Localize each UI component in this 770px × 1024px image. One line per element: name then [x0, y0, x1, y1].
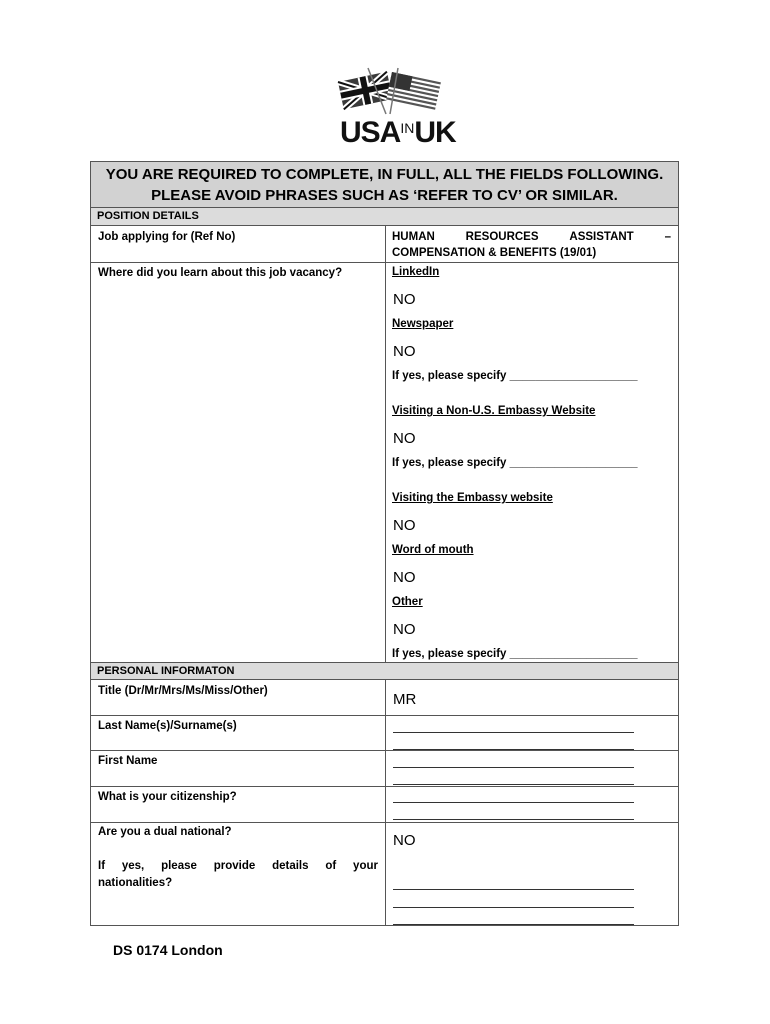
job-ref-label: Job applying for (Ref No) [98, 231, 236, 243]
dual-national-answer[interactable]: NO [393, 832, 416, 849]
section-personal-information: PERSONAL INFORMATON [91, 662, 678, 680]
row-divider [91, 822, 678, 823]
newspaper-label: Newspaper [392, 318, 454, 330]
word-of-mouth-label: Word of mouth [392, 544, 474, 556]
linkedin-label: LinkedIn [392, 266, 440, 278]
linkedin-answer[interactable]: NO [393, 291, 416, 308]
section-position-details: POSITION DETAILS [91, 208, 678, 226]
first-name-line[interactable] [393, 784, 634, 785]
job-ref-value[interactable] [392, 229, 671, 261]
first-name-line[interactable] [393, 767, 634, 768]
form-code: DS 0174 London [113, 942, 223, 958]
title-answer[interactable]: MR [393, 691, 417, 708]
application-form [90, 161, 679, 926]
newspaper-specify[interactable]: If yes, please specify ____________________ [392, 370, 638, 382]
dual-details-line[interactable] [393, 889, 634, 890]
other-label: Other [392, 596, 423, 608]
title-label: Title (Dr/Mr/Mrs/Ms/Miss/Other) [98, 685, 268, 697]
embassy-website-label: Visiting the Embassy website [392, 492, 553, 504]
dual-details-line[interactable] [393, 924, 634, 925]
row-divider [91, 750, 678, 751]
citizenship-label: What is your citizenship? [98, 791, 237, 803]
non-us-embassy-answer[interactable]: NO [393, 430, 416, 447]
newspaper-answer[interactable]: NO [393, 343, 416, 360]
citizenship-line[interactable] [393, 819, 634, 820]
other-answer[interactable]: NO [393, 621, 416, 638]
embassy-website-answer[interactable]: NO [393, 517, 416, 534]
row-divider [91, 262, 678, 263]
column-divider [385, 226, 386, 662]
row-divider [91, 786, 678, 787]
non-us-embassy-label: Visiting a Non-U.S. Embassy Website [392, 405, 596, 417]
job-ref-word: – [664, 231, 671, 243]
usa-in-uk-logo [330, 66, 456, 152]
column-divider [385, 680, 386, 925]
dual-national-label: Are you a dual national? [98, 826, 232, 838]
job-ref-word: HUMAN [392, 231, 435, 243]
word-of-mouth-answer[interactable]: NO [393, 569, 416, 586]
instructions-banner [91, 162, 678, 208]
job-ref-word: RESOURCES [465, 231, 539, 243]
non-us-embassy-specify[interactable]: If yes, please specify ____________________ [392, 457, 638, 469]
instructions-line-2: PLEASE AVOID PHRASES SUCH AS ‘REFER TO CV’ OR SIMILAR. [151, 187, 618, 204]
logo-wordmark: $USA^{IN}UK$ [340, 116, 456, 149]
other-specify[interactable]: If yes, please specify ____________________ [392, 648, 638, 660]
dual-details-label: If yes, please provide details of your [98, 860, 378, 872]
instructions-line-1: YOU ARE REQUIRED TO COMPLETE, IN FULL, ALL THE FIELDS FOLLOWING. [105, 166, 664, 183]
row-divider [91, 715, 678, 716]
crossed-flags-icon [330, 66, 450, 116]
dual-details-line[interactable] [393, 907, 634, 908]
first-name-label: First Name [98, 755, 158, 767]
citizenship-line[interactable] [393, 802, 634, 803]
last-name-label: Last Name(s)/Surname(s) [98, 720, 237, 732]
job-ref-word: ASSISTANT [569, 231, 634, 243]
job-ref-line-2: COMPENSATION & BENEFITS (19/01) [392, 247, 597, 259]
last-name-line[interactable] [393, 732, 634, 733]
dual-details-label-line-2: nationalities? [98, 877, 173, 889]
vacancy-source-label: Where did you learn about this job vacancy? [98, 267, 343, 279]
